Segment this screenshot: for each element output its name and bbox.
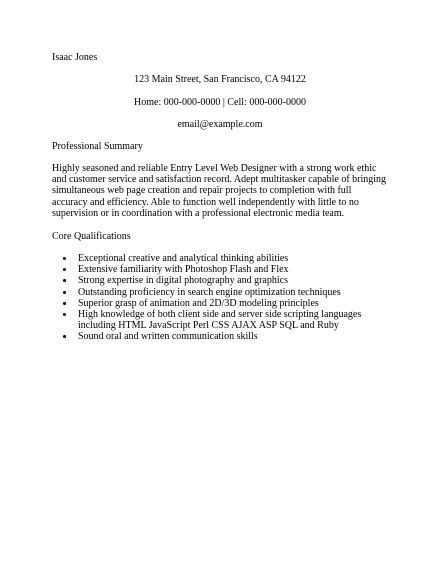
list-item bbox=[52, 275, 361, 286]
qualifications-list bbox=[52, 253, 361, 343]
bullet-icon bbox=[63, 335, 66, 338]
summary-line: supervision or in coordination with a professional electronic media team. bbox=[52, 207, 345, 219]
list-item-text: Strong expertise in digital photography and graphics bbox=[78, 275, 288, 287]
list-item-text: Extensive familiarity with Photoshop Flash and Flex bbox=[78, 264, 289, 276]
bullet-icon bbox=[63, 257, 66, 260]
list-item bbox=[52, 264, 361, 275]
summary-line: simultaneous web page creation and repair projects to completion with full bbox=[52, 185, 352, 197]
applicant-name: Isaac Jones bbox=[52, 52, 98, 63]
list-item bbox=[52, 309, 361, 331]
phone-line: Home: 000-000-0000 | Cell: 000-000-0000 bbox=[134, 97, 306, 108]
list-item-text: High knowledge of both client side and server side scripting languages bbox=[78, 309, 362, 321]
list-item bbox=[52, 298, 361, 309]
bullet-icon bbox=[63, 302, 66, 305]
list-item-text: Exceptional creative and analytical thinking abilities bbox=[78, 253, 289, 264]
bullet-icon bbox=[63, 268, 66, 271]
list-item-text: Sound oral and written communication skills bbox=[78, 331, 258, 343]
bullet-icon bbox=[63, 313, 66, 316]
list-item-text: Outstanding proficiency in search engine optimization techniques bbox=[78, 286, 341, 298]
address-line: 123 Main Street, San Francisco, CA 94122 bbox=[134, 74, 306, 85]
summary-line: Highly seasoned and reliable Entry Level Web Designer with a strong work ethic bbox=[52, 163, 377, 174]
summary-line: and customer service and satisfaction record. Adept multitasker capable of bringing bbox=[52, 174, 387, 186]
bullet-icon bbox=[63, 291, 66, 294]
bullet-icon bbox=[63, 279, 66, 282]
email-line: email@example.com bbox=[177, 119, 263, 130]
list-item bbox=[52, 253, 361, 264]
list-item-continuation: including HTML JavaScript Perl CSS AJAX ASP SQL and Ruby bbox=[78, 320, 339, 332]
summary-line: accuracy and efficiency. Able to function well independently with little to no bbox=[52, 196, 359, 208]
list-item bbox=[52, 331, 361, 342]
section-heading-core-qualifications: Core Qualifications bbox=[52, 231, 131, 242]
list-item-text: Superior grasp of animation and 2D/3D modeling principles bbox=[78, 297, 319, 309]
list-item bbox=[52, 287, 361, 298]
section-heading-professional-summary: Professional Summary bbox=[52, 141, 143, 152]
professional-summary-paragraph bbox=[52, 163, 392, 219]
